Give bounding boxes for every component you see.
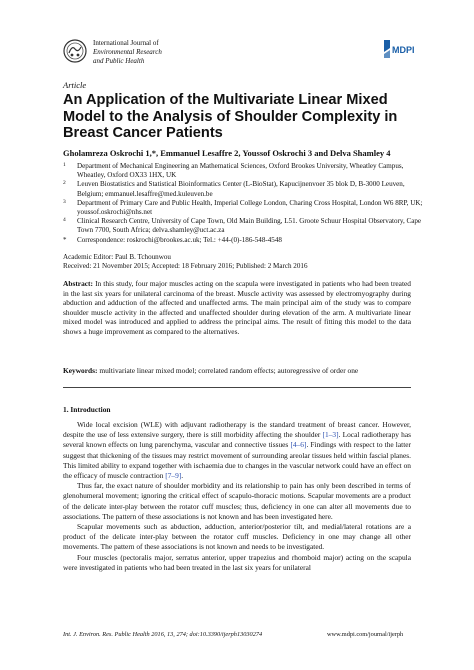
citation-link[interactable]: [4–6] bbox=[290, 440, 307, 450]
publication-dates: Received: 21 November 2015; Accepted: 18 February 2016; Published: 2 March 2016 bbox=[63, 262, 308, 271]
article-title: An Application of the Multivariate Linear Mixed Model to the Analysis of Shoulder Complexity in Breast Cancer Patients bbox=[63, 92, 398, 141]
affiliation-text: Department of Primary Care and Public Health, Imperial College London, Charing Cross Hospital, London W6 8RP, UK; youssof.oskrochi@nhs.net bbox=[77, 198, 423, 217]
paragraph-3: Scapular movements such as abduction, adduction, anterior/posterior tilt, and medial/lateral rotations are a product of the delicate inter-play between the rotator cuff muscles. Deficiency in one may change all other movements. The pattern of these associations is not known and needs to be investigated. bbox=[63, 522, 411, 552]
affiliation-1 bbox=[63, 162, 423, 180]
affiliation-text: Leuven Biostatistics and Statistical Bioinformatics Center (L-BioStat), Kapucijnenvoer 35 blok D, B-3000 Leuven, Belgium; emmanuel.lesaffre@med.kuleuven.be bbox=[77, 180, 405, 198]
academic-editor: Academic Editor: Paul B. Tchounwou bbox=[63, 253, 171, 261]
affiliation-2 bbox=[63, 180, 423, 198]
affiliation-mark: 4 bbox=[63, 217, 66, 224]
affiliation-text: Department of Mechanical Engineering an Mathematical Sciences, Oxford Brookes University, Wheatley Campus, Wheatley, Oxford OX33 1HX, UK bbox=[77, 162, 404, 180]
journal-name-line1: International Journal of bbox=[93, 39, 159, 47]
affiliation-4 bbox=[63, 217, 423, 235]
affiliation-3 bbox=[63, 199, 423, 217]
article-type: Article bbox=[63, 80, 87, 90]
paragraph-text: Wide local excision (WLE) with adjuvant radiotherapy is the standard treatment of breast cancer. However, despite the use of less extensive surgery, there is still morbidity affecting the shoulder bbox=[63, 420, 411, 440]
affiliation-mark: * bbox=[63, 235, 67, 244]
paragraph-2: Thus far, the exact nature of shoulder morbidity and its relationship to pain has only been described in terms of glenohumeral movement; ignoring the critical effect of scapulo-thoracic motions. Scapular movements are a product of the delicate inter-play between the rotator cuff muscles; thus, deficiency in one can alter all movements due to associations. The pattern of these associations is not known and has been investigated here. bbox=[63, 481, 411, 521]
keywords-text: multivariate linear mixed model; correlated random effects; autoregressive of order one bbox=[99, 366, 359, 375]
journal-name-line2: Environmental Research bbox=[93, 48, 162, 56]
journal-seal-icon bbox=[63, 38, 87, 64]
section-heading: 1. Introduction bbox=[63, 405, 111, 414]
abstract bbox=[63, 279, 411, 337]
affiliation-mark: 2 bbox=[63, 180, 66, 187]
mdpi-logo-icon bbox=[382, 38, 416, 60]
footer-url[interactable]: www.mdpi.com/journal/ijerph bbox=[327, 631, 404, 638]
affiliation-text: Clinical Research Centre, University of Cape Town, Old Main Building, L51. Groote Schuur Hospital Observatory, Cape Town 7700, South Africa; delva.shamley@uct.ac.za bbox=[77, 217, 422, 235]
citation-link[interactable]: [1–3] bbox=[322, 430, 339, 440]
paragraph-text: . bbox=[181, 471, 184, 481]
paragraph-text: . Local radiotherapy has several known effects on lung parenchyma, vascular and connective tissues bbox=[63, 430, 411, 450]
journal-name-line3: and Public Health bbox=[93, 57, 145, 65]
paragraph-4: Four muscles (pectoralis major, serratus anterior, upper trapezius and rhomboid major) acting on the scapula were investigated in patients who had been treated in the last six years for unilateral bbox=[63, 552, 411, 572]
keywords-label: Keywords: bbox=[63, 366, 98, 375]
citation-link[interactable]: [7–9] bbox=[165, 471, 182, 481]
author-list-text: Gholamreza Oskrochi 1,*, Emmanuel Lesaffre 2, Youssof Oskrochi 3 and Delva Shamley 4 bbox=[63, 148, 391, 158]
divider bbox=[63, 387, 411, 388]
abstract-text: In this study, four major muscles acting on the scapula were investigated in patients who had been treated in the last six years for unilateral carcinoma of the breast. Muscle activity was assessed by electromyography during abduction and adduction of the affected and unaffected arms. The main principal aim of the study was to compare shoulder muscle activity in the affected and unaffected shoulder during elevation of the arm. A multivariate linear mixed model was introduced and applied to address the principal aims. The result of fitting this model to the data shows a huge improvement as compared to the alternatives. bbox=[63, 279, 411, 336]
journal-name bbox=[93, 39, 162, 66]
affiliation-mark: 1 bbox=[63, 162, 66, 168]
paragraph-text: . Findings with respect to the latter suggest that thickening of the tissues may restrict movement of surrounding areolar tissues held within fascial planes. This limited ability to expand together with ischaemia due to changes in the vascular network could have an effect on the efficacy of muscle contraction bbox=[63, 440, 411, 481]
author-list bbox=[63, 148, 391, 158]
body-text bbox=[63, 420, 411, 573]
publication-info bbox=[63, 253, 423, 271]
correspondence bbox=[63, 236, 423, 245]
publisher-logo-text: MDPI bbox=[392, 45, 415, 55]
affiliations bbox=[63, 162, 423, 245]
affiliation-text: Correspondence: roskrochi@brookes.ac.uk; Tel.: +44-(0)-186-548-4548 bbox=[77, 235, 282, 244]
paragraph-1 bbox=[63, 420, 411, 481]
affiliation-mark: 3 bbox=[63, 198, 66, 205]
keywords bbox=[63, 366, 411, 376]
abstract-label: Abstract: bbox=[63, 279, 93, 288]
footer-citation: Int. J. Environ. Res. Public Health 2016, 13, 274; doi:10.3390/ijerph13030274 bbox=[63, 631, 263, 638]
